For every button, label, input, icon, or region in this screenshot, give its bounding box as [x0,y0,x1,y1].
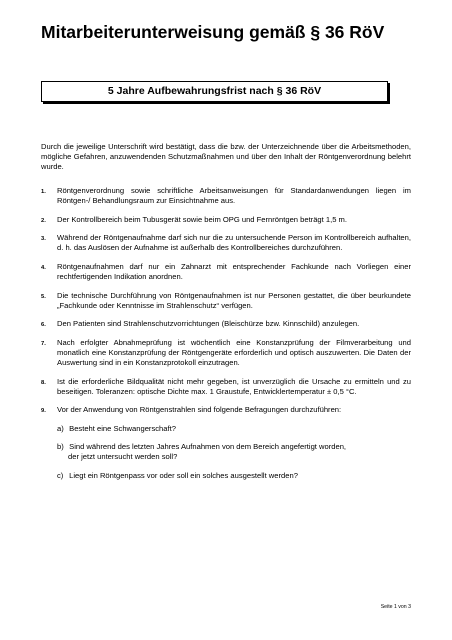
question-list [57,424,411,481]
item-text: Nach erfolgter Abnahmeprüfung ist wöchentlich eine Konstanzprüfung der Filmverarbeitung und monatlich eine Konstanzprüfung der Röntgengeräte erforderlich und optisch auszuwerten. Die Daten der Auswertung sind in ein Konstanzprotokoll einzutragen. [57,337,411,368]
item-text: Während der Röntgenaufnahme darf sich nur die zu untersuchende Person im Kontrollbereich aufhalten, d. h. das Auslösen der Aufnahme ist außerhalb des Kontrollbereiches durchzuführen. [57,233,411,253]
item-number: 4. [41,264,46,271]
list-item [41,405,411,481]
question-text: Besteht eine Schwangerschaft? [69,423,176,433]
list-item [41,338,411,369]
page-title: Mitarbeiterunterweisung gemäß § 36 RöV [41,22,385,42]
list-item [41,233,411,253]
question-item [57,442,411,462]
question-item [57,471,411,481]
question-item [57,424,411,434]
item-text: Röntgenaufnahmen darf nur ein Zahnarzt mit entsprechender Fachkunde nach Vorliegen einer rechtfertigenden Indikation anordnen. [57,261,411,282]
page-number: Seite 1 von 3 [380,604,411,610]
boxed-heading: 5 Jahre Aufbewahrungsfrist nach § 36 RöV [41,81,388,102]
item-number: 9. [41,408,46,415]
question-label: b) [57,442,64,452]
item-number: 3. [41,236,46,243]
intro-paragraph: Durch die jeweilige Unterschrift wird bestätigt, dass die bzw. der Unterzeichnende über die Arbeitsmethoden, mögliche Gefahren, anzuwendenden Schutzmaßnahmen und über den Inhalt der Röntgenverordnung belehrt wurde. [41,142,411,172]
question-text-continued: der jetzt untersucht werden soll? [68,452,178,462]
item-number: 8. [41,379,46,386]
list-item [41,186,411,206]
instruction-list [41,186,411,489]
list-item [41,262,411,282]
list-item [41,377,411,397]
item-text: Die technische Durchführung von Röntgenaufnahmen ist nur Personen gestattet, die über beurkundete „Fachkunde oder Kenntnisse im Strahlenschutz“ verfügen. [57,290,411,310]
item-text: Den Patienten sind Strahlenschutzvorrichtungen (Bleischürze bzw. Kinnschild) anzulegen. [57,319,360,329]
item-number: 1. [41,189,46,195]
list-item [41,291,411,311]
item-number: 2. [41,217,46,224]
item-number: 7. [41,340,46,347]
item-text: Vor der Anwendung von Röntgenstrahlen sind folgende Befragungen durchzuführen: [57,405,342,415]
question-text: Liegt ein Röntgenpass vor oder soll ein solches ausgestellt werden? [69,470,298,480]
question-text: Sind während des letzten Jahres Aufnahmen von dem Bereich angefertigt worden, [69,442,347,452]
list-item [41,319,411,329]
question-label: a) [57,423,64,433]
item-text: Der Kontrollbereich beim Tubusgerät sowie beim OPG und Fernröntgen beträgt 1,5 m. [57,214,347,224]
item-number: 5. [41,293,46,300]
item-text: Röntgenverordnung sowie schriftliche Arbeitsanweisungen für Standardanwendungen liegen im Röntgen-/ Behandlungsraum zur Einsichtnahme aus. [57,186,411,206]
list-item [41,215,411,225]
item-number: 6. [41,322,46,329]
item-text: Ist die erforderliche Bildqualität nicht mehr gegeben, ist unverzüglich die Ursache zu ermitteln und zu beseitigen. Toleranzen: optische Dichte max. 1 Graustufe, Entwicklertemperatur ± 0,5 °C. [57,376,411,396]
question-label: c) [57,470,64,480]
